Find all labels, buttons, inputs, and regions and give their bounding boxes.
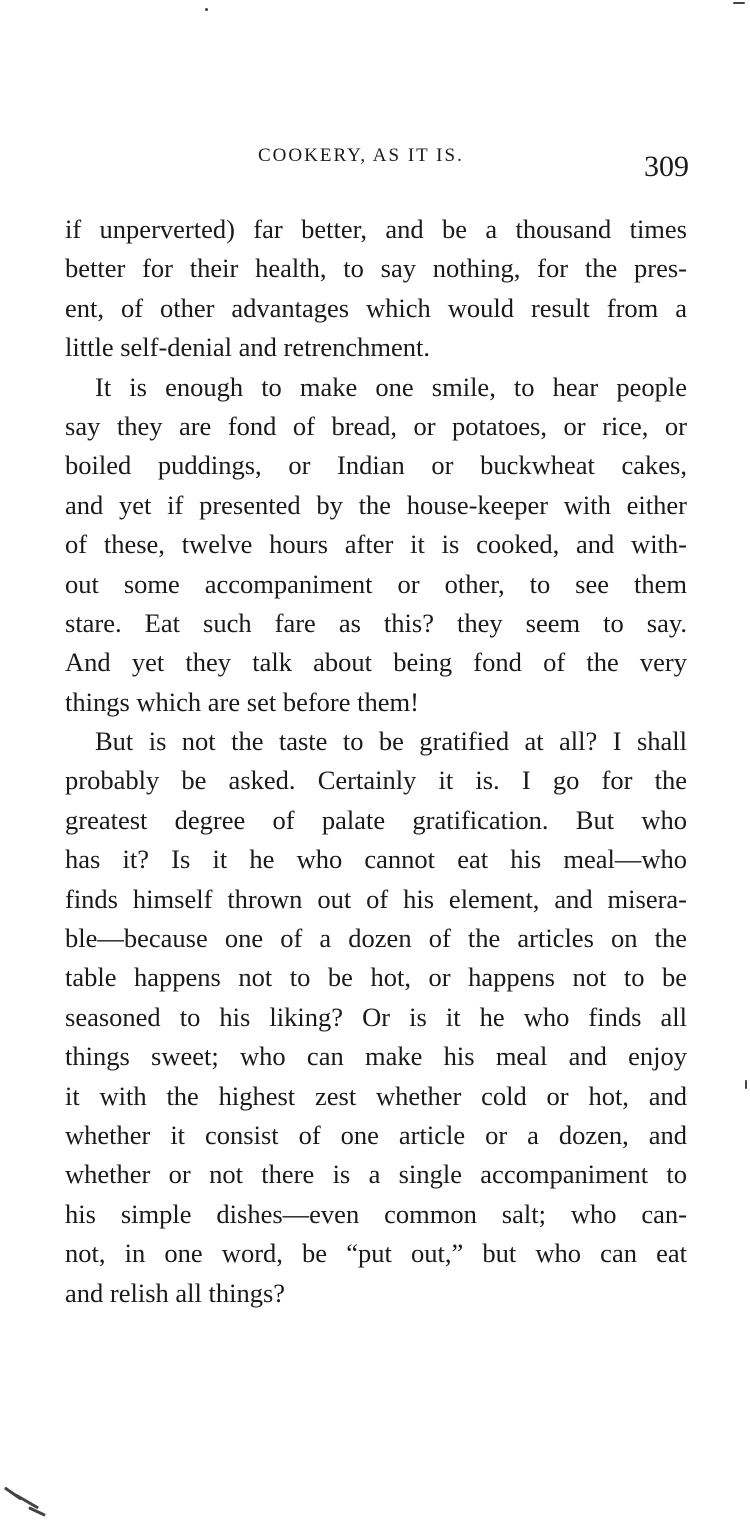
scan-speck (745, 1080, 747, 1089)
text-line: probably be asked. Certainly it is. I go for the (65, 765, 687, 796)
text-line: things sweet; who can make his meal and enjoy (65, 1041, 687, 1072)
text-line: whether or not there is a single accompaniment to (65, 1159, 687, 1190)
text-line: whether it consist of one article or a dozen, and (65, 1119, 687, 1150)
text-line: not, in one word, be “put out,” but who can eat (65, 1238, 687, 1269)
text-line: it with the highest zest whether cold or hot, and (65, 1080, 687, 1111)
text-line: little self-denial and retrenchment. (65, 332, 430, 363)
text-line: And yet they talk about being fond of the very (65, 647, 687, 678)
text-line: greatest degree of palate gratification. But who (65, 804, 687, 835)
text-line: better for their health, to say nothing, for the pres- (65, 253, 687, 284)
text-line: out some accompaniment or other, to see them (65, 568, 687, 599)
text-line: seasoned to his liking? Or is it he who finds all (65, 1001, 687, 1032)
text-line: It is enough to make one smile, to hear people (95, 371, 687, 402)
text-line: his simple dishes—even common salt; who can- (65, 1198, 687, 1229)
text-line: and relish all things? (65, 1277, 286, 1308)
paragraph-3 (65, 722, 687, 1313)
paragraph-1 (65, 210, 687, 368)
text-line: has it? Is it he who cannot eat his meal—who (65, 844, 687, 875)
text-line: say they are fond of bread, or potatoes, or rice, or (65, 410, 687, 441)
running-head: COOKERY, AS IT IS. (258, 145, 464, 166)
text-line: things which are set before them! (65, 686, 419, 717)
page-number: 309 (644, 150, 689, 183)
text-line: if unperverted) far better, and be a thousand times (65, 214, 687, 244)
text-line: ble—because one of a dozen of the articles on the (65, 923, 687, 954)
paragraph-2 (65, 368, 687, 723)
scan-speck (205, 8, 208, 11)
text-line: But is not the taste to be gratified at all? I shall (95, 726, 687, 757)
scan-speck (15, 1494, 39, 1510)
text-line: of these, twelve hours after it is cooked, and with- (65, 529, 687, 560)
scan-speck (733, 2, 745, 4)
text-line: ent, of other advantages which would result from a (65, 292, 687, 323)
text-line: boiled puddings, or Indian or buckwheat cakes, (65, 450, 687, 481)
text-line: and yet if presented by the house-keeper with either (65, 489, 687, 520)
text-line: table happens not to be hot, or happens not to be (65, 962, 687, 993)
text-line: stare. Eat such fare as this? they seem to say. (65, 607, 687, 638)
body-text (65, 210, 687, 1313)
text-line: finds himself thrown out of his element, and misera- (65, 883, 687, 914)
